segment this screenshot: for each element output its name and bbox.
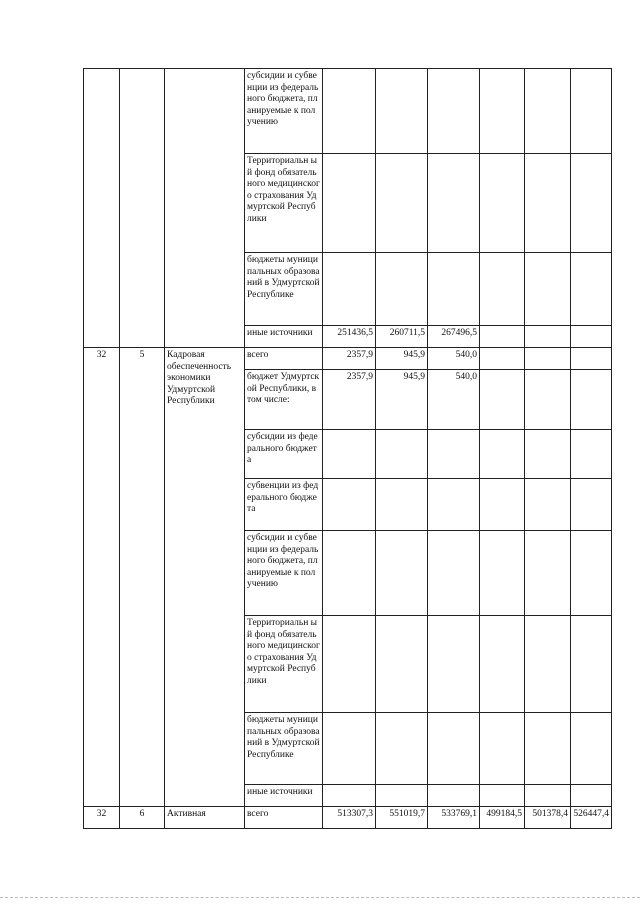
table-row: [84, 807, 612, 829]
source-cell: субсидии и субвенции из федерального бюджета, планируемые к получению: [245, 531, 323, 616]
value-cell: [376, 69, 428, 154]
value-cell: [428, 531, 480, 616]
source-cell: иные источники: [245, 785, 323, 807]
source-cell: субсидии и субвенции из федерального бюджета, планируемые к получению: [245, 69, 323, 154]
value-cell: [480, 348, 525, 370]
value-cell: [480, 430, 525, 479]
value-cell: [480, 253, 525, 326]
value-cell: [525, 154, 571, 253]
value-cell: [323, 616, 376, 713]
value-cell: [525, 785, 571, 807]
source-cell: всего: [245, 348, 323, 370]
source-cell: бюджет Удмуртской Республики, в том числе:: [245, 370, 323, 430]
value-cell: [480, 616, 525, 713]
source-cell: субсидии из федерального бюджета: [245, 430, 323, 479]
value-cell: [428, 713, 480, 785]
value-cell: [428, 785, 480, 807]
value-cell: 945,9: [376, 370, 428, 430]
value-cell: 540,0: [428, 348, 480, 370]
value-cell: [376, 713, 428, 785]
value-cell: 260711,5: [376, 326, 428, 348]
source-cell: Территориальн ый фонд обязательного медицинского страхования Удмуртской Республики: [245, 154, 323, 253]
pp-number: 6: [120, 807, 165, 829]
value-cell: [480, 531, 525, 616]
value-cell: 251436,5: [323, 326, 376, 348]
value-cell: 551019,7: [376, 807, 428, 829]
subprogram-name: Кадровая обеспеченность экономики Удмуртской Республики: [165, 348, 245, 807]
value-cell: 499184,5: [480, 807, 525, 829]
value-cell: [323, 785, 376, 807]
value-cell: 267496,5: [428, 326, 480, 348]
value-cell: 540,0: [428, 370, 480, 430]
value-cell: [525, 253, 571, 326]
value-cell: [480, 785, 525, 807]
value-cell: [525, 713, 571, 785]
value-cell: [376, 616, 428, 713]
value-cell: [480, 370, 525, 430]
budget-table: [83, 68, 612, 829]
value-cell: [323, 531, 376, 616]
value-cell: 2357,9: [323, 370, 376, 430]
value-cell: [323, 253, 376, 326]
value-cell: [376, 253, 428, 326]
value-cell: [571, 326, 612, 348]
pp-number: 5: [120, 348, 165, 807]
value-cell: [571, 616, 612, 713]
value-cell: 501378,4: [525, 807, 571, 829]
value-cell: [525, 430, 571, 479]
value-cell: [525, 370, 571, 430]
value-cell: 2357,9: [323, 348, 376, 370]
value-cell: [376, 531, 428, 616]
value-cell: [376, 785, 428, 807]
value-cell: [323, 479, 376, 531]
value-cell: [428, 154, 480, 253]
subprogram-name: Активная: [165, 807, 245, 829]
value-cell: 526447,4: [571, 807, 612, 829]
value-cell: [428, 430, 480, 479]
value-cell: [480, 69, 525, 154]
value-cell: [323, 154, 376, 253]
value-cell: [428, 69, 480, 154]
value-cell: [571, 348, 612, 370]
name-cell: [165, 69, 245, 348]
value-cell: [571, 154, 612, 253]
value-cell: [428, 616, 480, 713]
value-cell: 513307,3: [323, 807, 376, 829]
value-cell: [571, 713, 612, 785]
table-row: [84, 348, 612, 370]
gp-cell: [84, 69, 120, 348]
source-cell: бюджеты муниципальных образований в Удмуртской Республике: [245, 713, 323, 785]
value-cell: [571, 531, 612, 616]
value-cell: [376, 479, 428, 531]
gp-number: 32: [84, 807, 120, 829]
value-cell: [480, 154, 525, 253]
table-row: [84, 69, 612, 154]
source-cell: иные источники: [245, 326, 323, 348]
source-cell: Территориальн ый фонд обязательного медицинского страхования Удмуртской Республики: [245, 616, 323, 713]
value-cell: [428, 479, 480, 531]
value-cell: [571, 479, 612, 531]
source-cell: бюджеты муниципальных образований в Удмуртской Республике: [245, 253, 323, 326]
value-cell: [525, 531, 571, 616]
value-cell: [480, 479, 525, 531]
value-cell: [525, 69, 571, 154]
value-cell: [571, 253, 612, 326]
value-cell: [571, 430, 612, 479]
scan-artifact-line: [0, 897, 640, 898]
value-cell: [525, 479, 571, 531]
pp-cell: [120, 69, 165, 348]
value-cell: [480, 713, 525, 785]
value-cell: [480, 326, 525, 348]
source-cell: субвенции из федерального бюджета: [245, 479, 323, 531]
value-cell: [323, 430, 376, 479]
value-cell: [323, 69, 376, 154]
value-cell: [525, 326, 571, 348]
value-cell: 533769,1: [428, 807, 480, 829]
value-cell: [571, 69, 612, 154]
value-cell: [525, 616, 571, 713]
gp-number: 32: [84, 348, 120, 807]
value-cell: [571, 785, 612, 807]
value-cell: [428, 253, 480, 326]
value-cell: [376, 154, 428, 253]
value-cell: [376, 430, 428, 479]
value-cell: [323, 713, 376, 785]
value-cell: [571, 370, 612, 430]
source-cell: всего: [245, 807, 323, 829]
value-cell: 945,9: [376, 348, 428, 370]
value-cell: [525, 348, 571, 370]
